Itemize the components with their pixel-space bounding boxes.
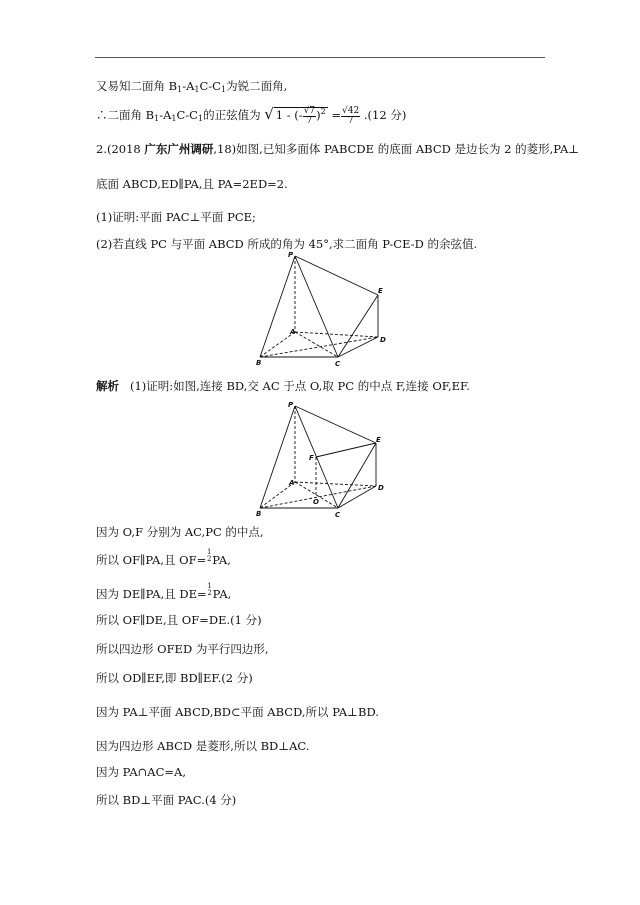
step-7: 因为 PA⊥平面 ABCD,BD⊂平面 ABCD,所以 PA⊥BD. (96, 705, 379, 719)
label-B: B (256, 359, 262, 367)
label-C: C (335, 511, 341, 519)
label-A: A (290, 328, 296, 336)
step-3: 因为 DE∥PA,且 DE= 1 2 PA, (96, 582, 232, 601)
label-B: B (256, 510, 262, 518)
text-line-1: 又易知二面角 $B_1-A_1C-C_1$为锐二面角, (96, 79, 288, 94)
label-F: F (309, 454, 314, 462)
label-A: A (289, 479, 295, 487)
label-E: E (376, 436, 381, 444)
step-2: 所以 OF∥PA,且 OF= 1 2 PA, (96, 548, 231, 567)
header-rule (95, 57, 545, 58)
step-10: 所以 BD⊥平面 PAC.(4 分) (96, 793, 237, 807)
figure-polyhedron-2 (250, 398, 390, 520)
label-P: P (288, 251, 294, 259)
analysis-line: 解析 (1)证明:如图,连接 BD,交 AC 于点 O,取 PC 的中点 F,连接 OF,EF. (96, 379, 470, 393)
label-C: C (335, 360, 341, 368)
figure-polyhedron-1 (250, 250, 390, 370)
label-D: D (380, 336, 386, 344)
label-D: D (378, 484, 384, 492)
question-1: (1)证明:平面 PAC⊥平面 PCE; (96, 210, 256, 224)
label-O: O (313, 498, 319, 506)
sine-formula: √ 1 - (- $\frac{√7}{7}$ )$^2$ = $\frac{√42}{7}$ (264, 105, 360, 126)
label-P: P (288, 401, 294, 409)
step-8: 因为四边形 ABCD 是菱形,所以 BD⊥AC. (96, 739, 310, 753)
problem-2-line-1: 2.(2018 广东广州调研,18)如图,已知多面体 PABCDE 的底面 ABCD 是边长为 2 的菱形,PA⊥ (96, 142, 580, 156)
step-1: 因为 O,F 分别为 AC,PC 的中点, (96, 525, 264, 539)
question-2: (2)若直线 PC 与平面 ABCD 所成的角为 45°,求二面角 P-CE-D 的余弦值. (96, 237, 478, 251)
step-4: 所以 OF∥DE,且 OF=DE.(1 分) (96, 613, 262, 627)
label-E: E (378, 287, 383, 295)
step-6: 所以 OD∥EF,即 BD∥EF.(2 分) (96, 671, 253, 685)
problem-2-line-2: 底面 ABCD,ED∥PA,且 PA=2ED=2. (96, 177, 288, 191)
step-9: 因为 PA∩AC=A, (96, 765, 186, 779)
step-5: 所以四边形 OFED 为平行四边形, (96, 642, 269, 656)
text-line-2: ∴二面角 $B_1-A_1C-C_1$的正弦值为 √ 1 - (- $\frac{√7}{7}$ )$^2$ = $\frac{√42}{7}$ .(12 分) (96, 105, 407, 126)
